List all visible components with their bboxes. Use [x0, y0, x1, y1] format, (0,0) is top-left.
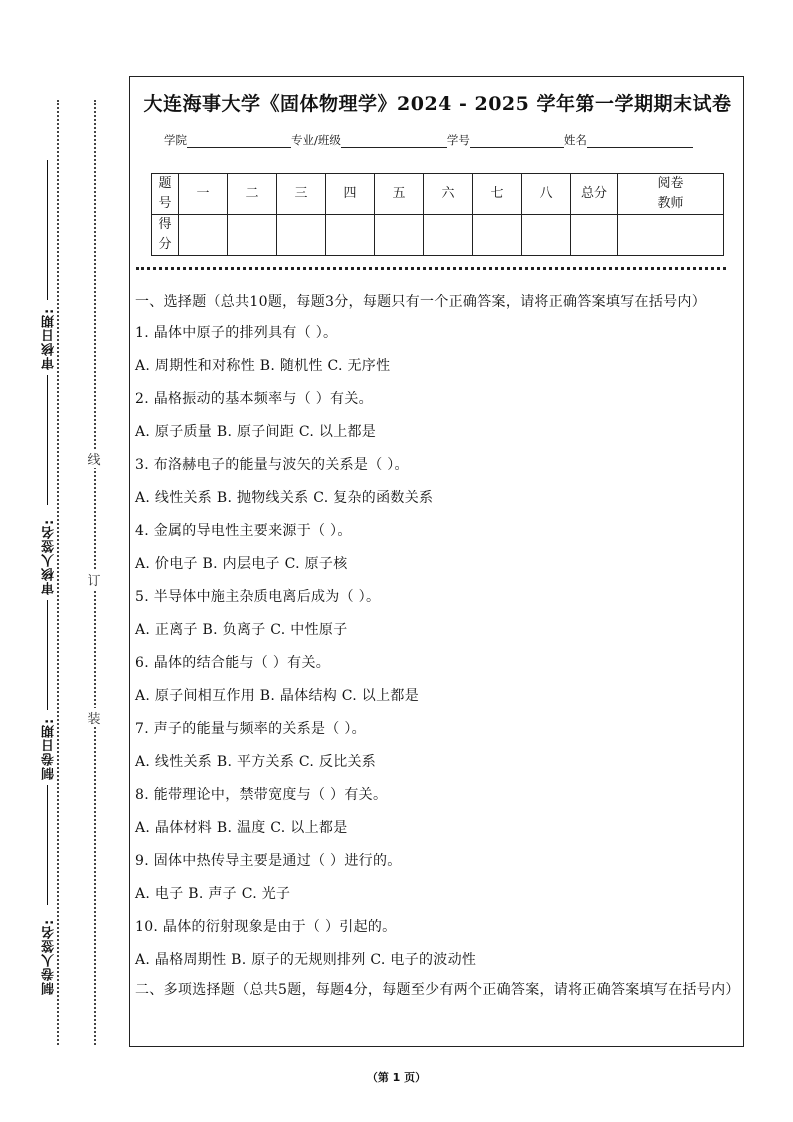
question-text: 8. 能带理论中，禁带宽度与（ ）有关。 [135, 787, 388, 803]
question-text: 5. 半导体中施主杂质电离后成为（ ）。 [135, 589, 381, 605]
name-label: 姓名 [563, 133, 587, 147]
score-header-cell: 阅卷 教师 [618, 174, 724, 215]
score-row-label: 得 分 [152, 215, 179, 256]
question-list [135, 323, 740, 983]
binding-mark-zhuang: 装 [86, 708, 102, 727]
question-text: 2. 晶格振动的基本频率与（ ）有关。 [135, 391, 373, 407]
exam-content [135, 291, 740, 1001]
score-cell[interactable] [179, 215, 228, 256]
section1-heading: 一、选择题（总共10题，每题3分，每题只有一个正确答案，请将正确答案填写在括号内） [135, 294, 707, 310]
dotted-separator [136, 267, 726, 270]
score-header-cell: 一 [179, 174, 228, 215]
college-label: 学院 [164, 133, 187, 147]
score-header-cell: 八 [522, 174, 571, 215]
exam-frame [129, 76, 744, 1047]
question-options: A. 价电子 B. 内层电子 C. 原子核 [135, 556, 348, 572]
score-header-cell: 题 号 [152, 174, 179, 215]
score-cell[interactable] [522, 215, 571, 256]
name-field[interactable] [587, 135, 693, 148]
question-options: A. 原子间相互作用 B. 晶体结构 C. 以上都是 [135, 688, 420, 704]
page-number: （第 1 页） [366, 1071, 427, 1084]
score-cell[interactable] [424, 215, 473, 256]
score-cell[interactable] [228, 215, 277, 256]
college-field[interactable] [187, 135, 291, 148]
question-options: A. 晶体材料 B. 温度 C. 以上都是 [135, 820, 348, 836]
question-options: A. 线性关系 B. 平方关系 C. 反比关系 [135, 754, 377, 770]
score-header-cell: 六 [424, 174, 473, 215]
score-cell[interactable] [571, 215, 618, 256]
section2-heading: 二、多项选择题（总共5题，每题4分，每题至少有两个正确答案，请将正确答案填写在括号内） [135, 982, 740, 998]
score-header-cell: 三 [277, 174, 326, 215]
score-cell[interactable] [277, 215, 326, 256]
score-cell[interactable] [326, 215, 375, 256]
question-text: 1. 晶体中原子的排列具有（ ）。 [135, 325, 338, 341]
binding-mark-ding: 订 [86, 570, 102, 589]
maker-sign-text: 制卷人签名: [42, 918, 57, 995]
score-header-cell: 七 [473, 174, 522, 215]
maker-sign-line[interactable] [47, 785, 48, 905]
question-options: A. 正离子 B. 负离子 C. 中性原子 [135, 622, 348, 638]
score-cell[interactable] [473, 215, 522, 256]
question-text: 6. 晶体的结合能与（ ）有关。 [135, 655, 331, 671]
make-date-line[interactable] [47, 600, 48, 710]
major-label: 专业/班级 [291, 133, 341, 147]
question-options: A. 线性关系 B. 抛物线关系 C. 复杂的函数关系 [135, 490, 434, 506]
score-header-cell: 五 [375, 174, 424, 215]
student-id-field[interactable] [470, 135, 564, 148]
question-options: A. 原子质量 B. 原子间距 C. 以上都是 [135, 424, 377, 440]
score-table-value-row [152, 215, 724, 256]
question-text: 9. 固体中热传导主要是通过（ ）进行的。 [135, 853, 402, 869]
reviewer-sign-line[interactable] [47, 375, 48, 505]
exam-title: 大连海事大学《固体物理学》2024 - 2025 学年第一学期期末试卷 [143, 93, 732, 115]
review-date-line[interactable] [47, 160, 48, 300]
binding-mark-line: 线 [86, 449, 102, 468]
question-text: 4. 金属的导电性主要来源于（ ）。 [135, 523, 352, 539]
review-date-text: 审核日期: [42, 307, 57, 370]
score-cell[interactable] [375, 215, 424, 256]
student-id-label: 学号 [446, 133, 470, 147]
question-options: A. 电子 B. 声子 C. 光子 [135, 886, 291, 902]
score-table-header-row [152, 174, 724, 215]
score-header-cell: 四 [326, 174, 375, 215]
question-options: A. 周期性和对称性 B. 随机性 C. 无序性 [135, 358, 391, 374]
question-options: A. 晶格周期性 B. 原子的无规则排列 C. 电子的波动性 [135, 952, 477, 968]
reviewer-sign-text: 审核人签名: [42, 518, 57, 595]
score-header-cell: 二 [228, 174, 277, 215]
question-text: 3. 布洛赫电子的能量与波矢的关系是（ ）。 [135, 457, 409, 473]
student-info-row [164, 132, 693, 148]
question-text: 10. 晶体的衍射现象是由于（ ）引起的。 [135, 919, 397, 935]
major-field[interactable] [341, 135, 447, 148]
question-text: 7. 声子的能量与频率的关系是（ ）。 [135, 721, 366, 737]
make-date-text: 制卷日期: [42, 717, 57, 780]
score-table [151, 173, 724, 256]
score-header-cell: 总分 [571, 174, 618, 215]
left-dotted-line [57, 100, 59, 1045]
score-cell[interactable] [618, 215, 724, 256]
